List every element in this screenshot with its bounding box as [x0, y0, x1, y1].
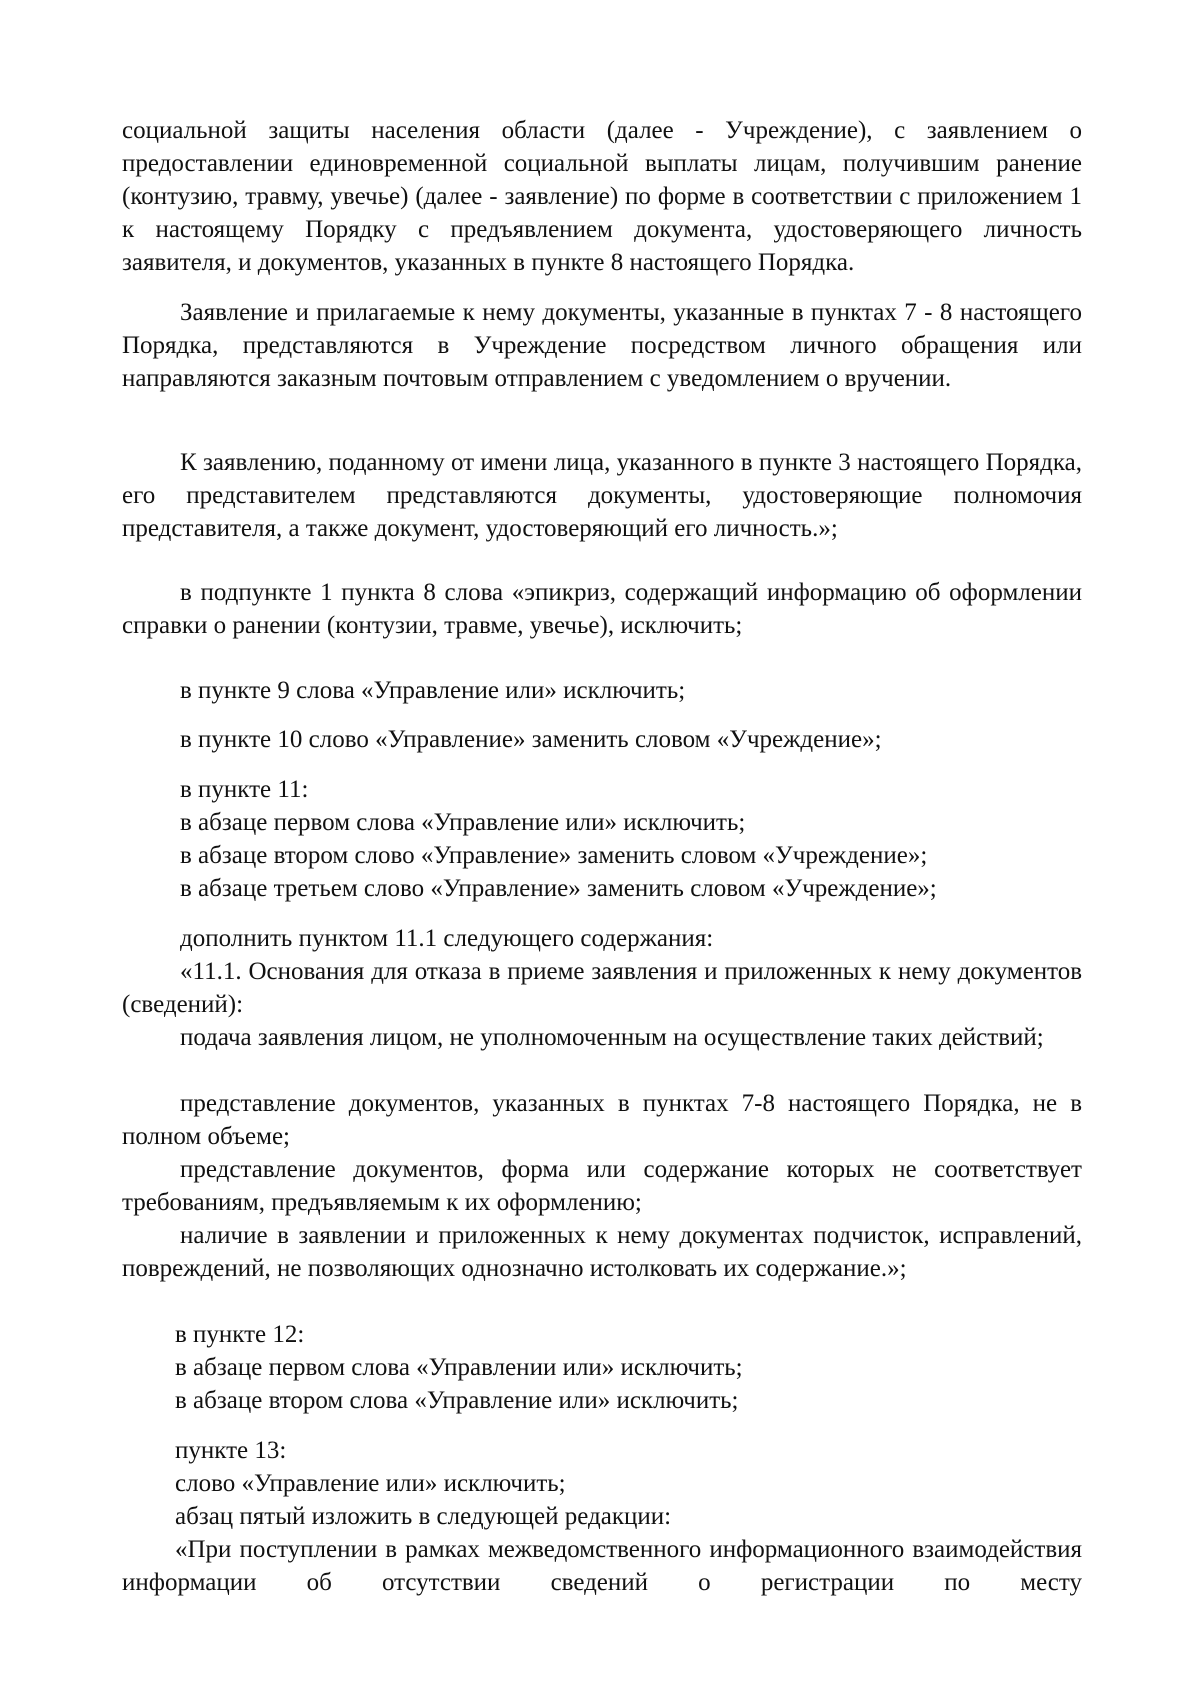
paragraph-10: в абзаце третьем слово «Управление» заменить словом «Учреждение»;: [180, 875, 937, 902]
paragraph-8: в абзаце первом слова «Управление или» исключить;: [180, 809, 746, 836]
paragraph-3: К заявлению, поданному от имени лица, указанного в пункте 3 настоящего Порядка, его представителем представляются документы, удостоверяющие полномочия представителя, а также документ, удостоверяющий его личность.»;: [122, 449, 1082, 542]
paragraph-17: в пункте 12:: [175, 1321, 305, 1348]
paragraph-4: в подпункте 1 пункта 8 слова «эпикриз, содержащий информацию об оформлении справки о ранении (контузии, травме, увечье), исключить;: [122, 579, 1082, 639]
paragraph-2: Заявление и прилагаемые к нему документы, указанные в пунктах 7 - 8 настоящего Порядка, представляются в Учреждение посредством личного обращения или направляются заказным почтовым отправлением с уведомлением о вручении.: [122, 299, 1082, 392]
paragraph-19: в абзаце втором слова «Управление или» исключить;: [175, 1387, 739, 1414]
paragraph-18: в абзаце первом слова «Управлении или» исключить;: [175, 1354, 743, 1381]
paragraph-21: слово «Управление или» исключить;: [175, 1470, 566, 1497]
paragraph-15: представление документов, форма или содержание которых не соответствует требованиям, предъявляемым к их оформлению;: [122, 1156, 1082, 1216]
paragraph-5: в пункте 9 слова «Управление или» исключить;: [180, 677, 686, 704]
paragraph-11: дополнить пунктом 11.1 следующего содержания:: [180, 925, 714, 952]
paragraph-13: подача заявления лицом, не уполномоченным на осуществление таких действий;: [180, 1024, 1044, 1051]
paragraph-20: пункте 13:: [175, 1437, 287, 1464]
paragraph-23: «При поступлении в рамках межведомственного информационного взаимодействия информации об отсутствии сведений о регистрации по месту: [122, 1536, 1082, 1596]
paragraph-12: «11.1. Основания для отказа в приеме заявления и приложенных к нему документов (сведений):: [122, 958, 1082, 1018]
paragraph-6: в пункте 10 слово «Управление» заменить словом «Учреждение»;: [180, 726, 882, 753]
paragraph-1: социальной защиты населения области (далее - Учреждение), с заявлением о предоставлении единовременной социальной выплаты лицам, получившим ранение (контузию, травму, увечье) (далее - заявление) по форме в соответствии с приложением 1 к настоящему Порядку с предъявлением документа, удостоверяющего личность заявителя, и документов, указанных в пункте 8 настоящего Порядка.: [122, 117, 1082, 276]
paragraph-22: абзац пятый изложить в следующей редакции:: [175, 1503, 672, 1530]
paragraph-14: представление документов, указанных в пунктах 7-8 настоящего Порядка, не в полном объеме;: [122, 1090, 1082, 1150]
paragraph-9: в абзаце втором слово «Управление» заменить словом «Учреждение»;: [180, 842, 928, 869]
paragraph-7: в пункте 11:: [180, 776, 309, 803]
paragraph-16: наличие в заявлении и приложенных к нему документах подчисток, исправлений, повреждений, не позволяющих однозначно истолковать их содержание.»;: [122, 1222, 1082, 1282]
